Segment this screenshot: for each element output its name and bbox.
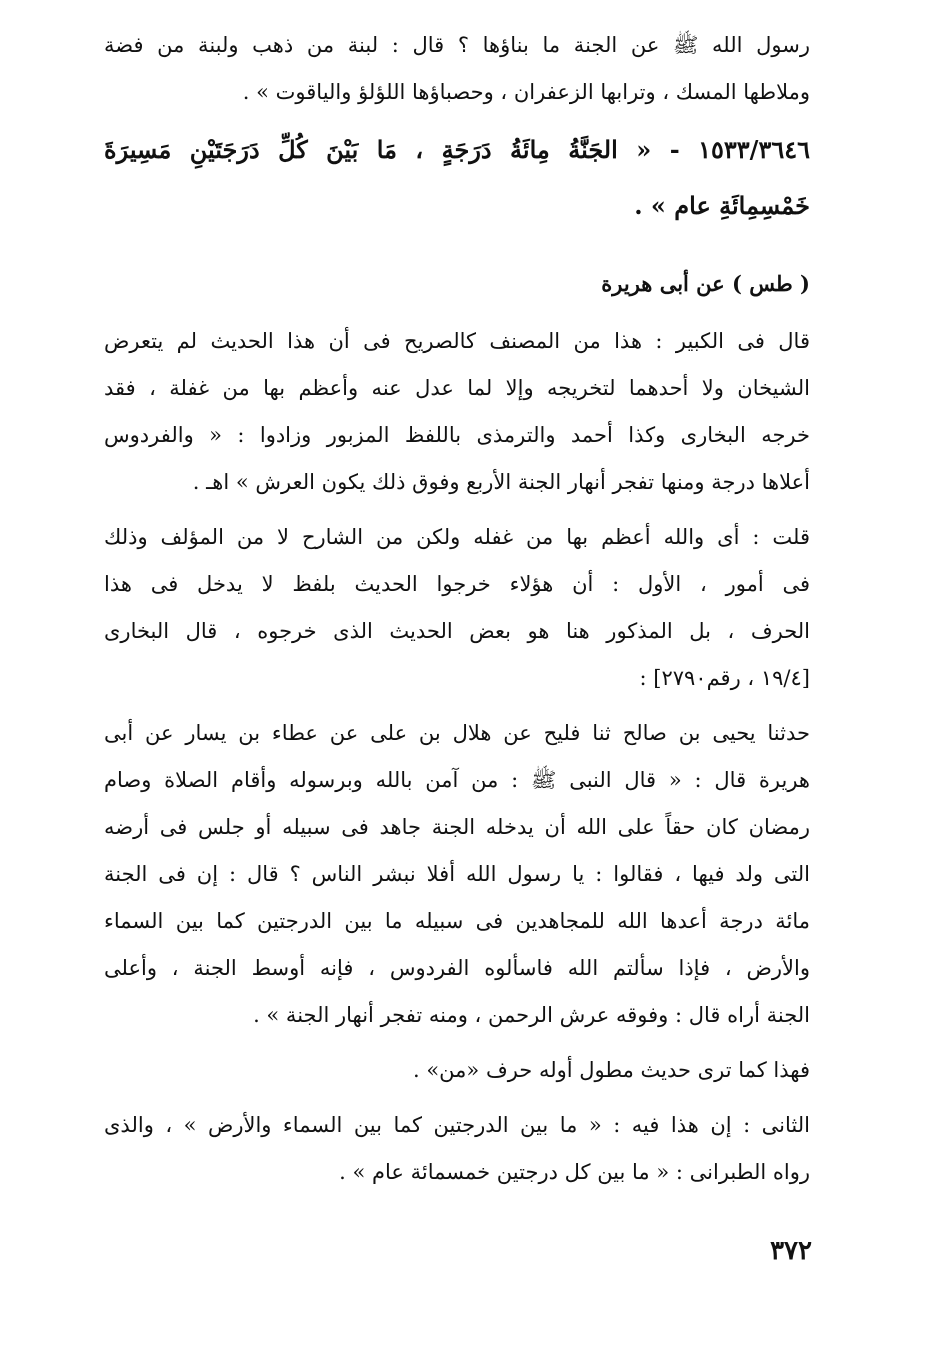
commentary-line: الشيخان ولا أحدهما لتخريجه وإلا لما عدل عنه وأعظم بها من غفلة ، فقد [104, 376, 810, 400]
intro-line: رسول الله ﷺ عن الجنة ما بناؤها ؟ قال : لبنة من ذهب ولبنة من فضة [104, 33, 810, 57]
page-content [104, 22, 810, 1196]
commentary-line: خرجه البخارى وكذا أحمد والترمذى باللفظ المزبور وزادوا : « والفردوس [104, 423, 810, 447]
quotation-line: مائة درجة أعدها الله للمجاهدين فى سبيله ما بين الدرجتين كما بين السماء [104, 909, 810, 933]
page-number: ٣٧٢ [770, 1236, 812, 1266]
commentary-line: الحرف ، بل المذكور هنا هو بعض الحديث الذى خرجوه ، قال البخارى [104, 619, 810, 643]
commentary-kabir [104, 318, 810, 506]
quotation-line: حدثنا يحيى بن صالح ثنا فليح عن هلال بن على عن عطاء بن يسار عن أبى [104, 721, 810, 745]
quotation-line: رمضان كان حقاً على الله أن يدخله الجنة جاهد فى سبيله أو جلس فى أرضه [104, 815, 810, 839]
commentary-line: أعلاها درجة ومنها تفجر أنهار الجنة الأربع وفوق ذلك يكون العرش » اهـ . [192, 470, 810, 494]
quotation-line: التى ولد فيها ، فقالوا : يا رسول الله أفلا نبشر الناس ؟ قال : إن فى الجنة [104, 862, 810, 886]
hadith-line: خَمْسِمِائَةِ عام » . [634, 191, 810, 220]
second-point-line: الثانى : إن هذا فيه : « ما بين الدرجتين كما بين السماء والأرض » ، والذى [104, 1113, 810, 1137]
quotation-line: هريرة قال : « قال النبى ﷺ : من آمن بالله وبرسوله وأقام الصلاة وصام [104, 768, 810, 792]
hadith-line: ١٥٣٣/٣٦٤٦ - « الجَنَّةُ مِائَةُ دَرَجَةٍ ، مَا بَيْنَ كُلِّ دَرَجَتَيْنِ مَسِيرَةَ [104, 135, 810, 164]
second-point-paragraph [104, 1102, 810, 1196]
commentary-line: قلت : أى والله أعظم بها من غفله ولكن من الشارح لا من المؤلف وذلك [104, 525, 810, 549]
hadith-source: ( طس ) عن أبى هريرة [601, 271, 810, 296]
commentary-line: فى أمور ، الأول : أن هؤلاء خرجوا الحديث بلفظ لا يدخل فى هذا [104, 572, 810, 596]
commentary-qultu [104, 514, 810, 702]
commentary-line: قال فى الكبير : هذا من المصنف كالصريح فى أن هذا الحديث لم يتعرض [104, 329, 810, 353]
quotation-line: الجنة أراه قال : وفوقه عرش الرحمن ، ومنه تفجر أنهار الجنة » . [253, 1003, 810, 1027]
quotation-line: والأرض ، فإذا سألتم الله فاسألوه الفردوس ، فإنه أوسط الجنة ، وأعلى [104, 956, 810, 980]
second-point-line: رواه الطبرانى : « ما بين كل درجتين خمسمائة عام » . [339, 1160, 810, 1184]
hadith-text [104, 122, 810, 234]
intro-line: وملاطها المسك ، وترابها الزعفران ، وحصباؤها اللؤلؤ والياقوت » . [242, 80, 810, 104]
intro-paragraph [104, 22, 810, 116]
commentary-line: [١٩/٤ ، رقم٢٧٩٠] : [639, 666, 810, 690]
bukhari-quotation [104, 710, 810, 1039]
remark-paragraph: فهذا كما ترى حديث مطول أوله حرف «من» . [412, 1058, 810, 1082]
